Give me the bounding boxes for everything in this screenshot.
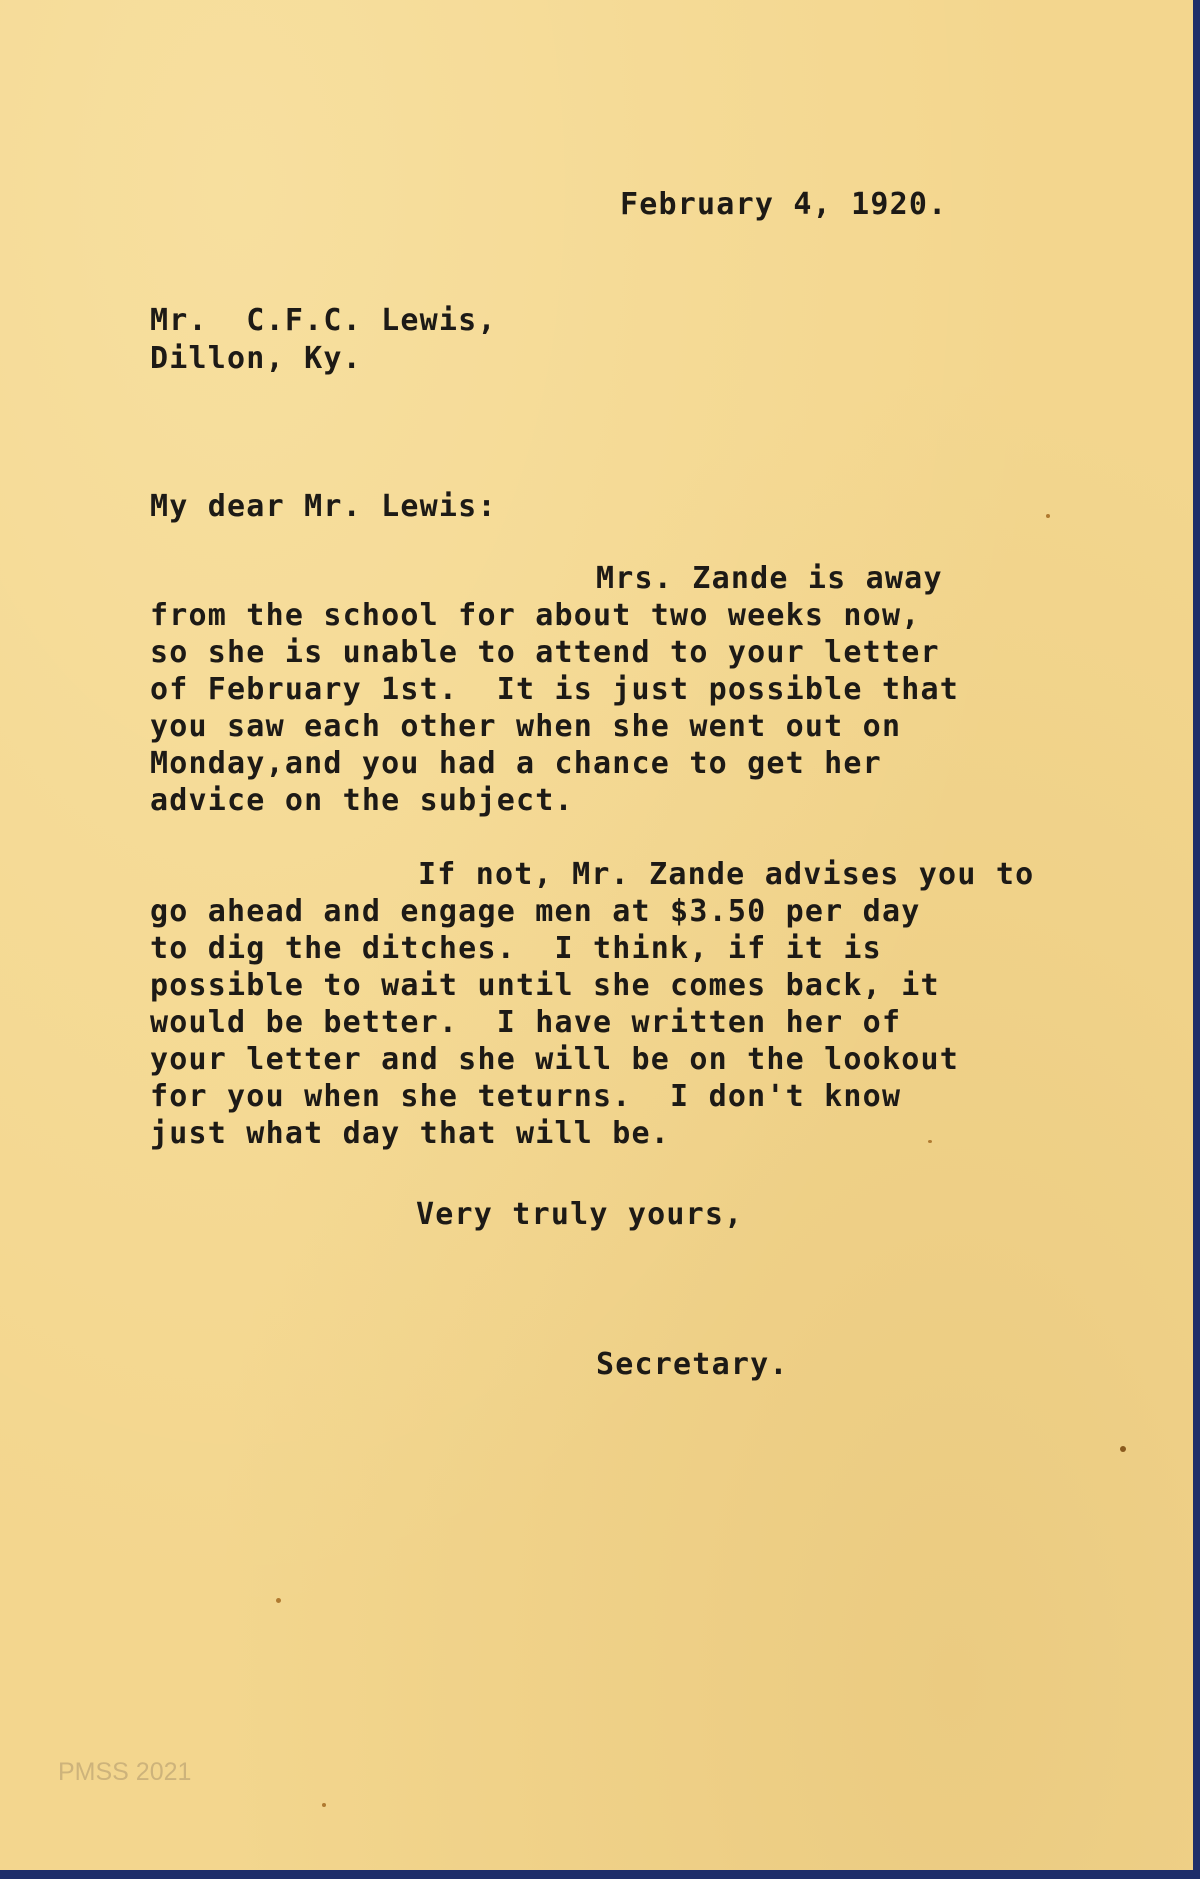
paragraph-1-line: Mrs. Zande is away bbox=[596, 561, 943, 596]
paragraph-2-line: go ahead and engage men at $3.50 per day bbox=[150, 894, 921, 929]
paragraph-1-line: from the school for about two weeks now, bbox=[150, 598, 921, 633]
paragraph-2-line: just what day that will be. bbox=[150, 1116, 671, 1151]
paper-fleck bbox=[1120, 1446, 1126, 1452]
recipient-address: Dillon, Ky. bbox=[150, 341, 362, 376]
paragraph-1-line: so she is unable to attend to your letter bbox=[150, 635, 940, 670]
paragraph-1 bbox=[150, 560, 959, 819]
paper-fleck bbox=[928, 1140, 932, 1143]
paragraph-2 bbox=[150, 856, 1034, 1152]
salutation: My dear Mr. Lewis: bbox=[150, 489, 497, 524]
letter-date: February 4, 1920. bbox=[620, 187, 948, 222]
paragraph-1-line: of February 1st. It is just possible that bbox=[150, 672, 959, 707]
paragraph-2-line: to dig the ditches. I think, if it is bbox=[150, 931, 882, 966]
paragraph-2-line: for you when she teturns. I don't know bbox=[150, 1079, 902, 1114]
paragraph-2-line: your letter and she will be on the lookout bbox=[150, 1042, 959, 1077]
closing: Very truly yours, bbox=[416, 1197, 744, 1232]
paper-fleck bbox=[1046, 514, 1050, 518]
paragraph-2-line: possible to wait until she comes back, it bbox=[150, 968, 940, 1003]
paragraph-1-line: you saw each other when she went out on bbox=[150, 709, 902, 744]
recipient-name: Mr. C.F.C. Lewis, bbox=[150, 303, 497, 338]
paragraph-2-line: would be better. I have written her of bbox=[150, 1005, 902, 1040]
paper-fleck bbox=[276, 1598, 281, 1603]
watermark: PMSS 2021 bbox=[58, 1758, 192, 1786]
signature: Secretary. bbox=[596, 1347, 789, 1382]
paragraph-1-line: advice on the subject. bbox=[150, 783, 574, 818]
paper-fleck bbox=[322, 1803, 326, 1807]
paragraph-1-line: Monday,and you had a chance to get her bbox=[150, 746, 882, 781]
paragraph-2-line: If not, Mr. Zande advises you to bbox=[418, 857, 1035, 892]
